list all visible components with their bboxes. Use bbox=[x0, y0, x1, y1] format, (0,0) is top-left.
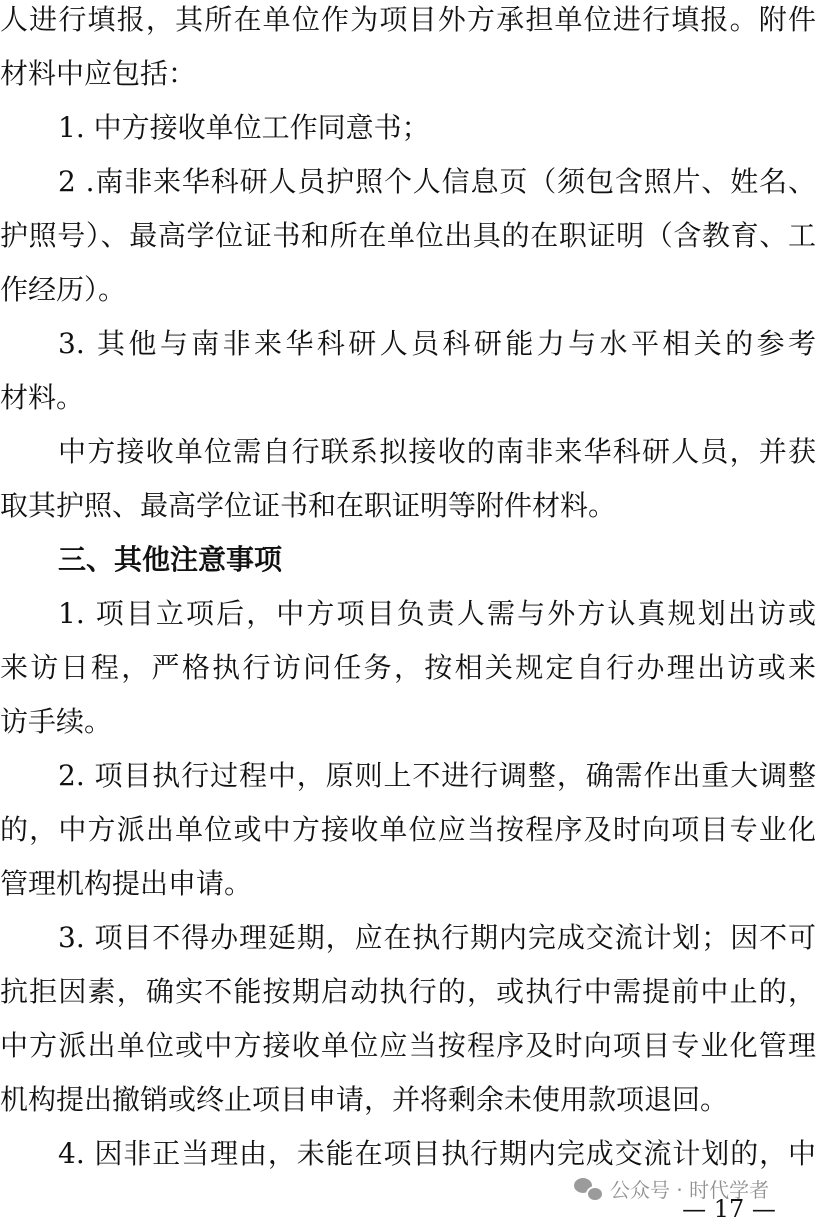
wechat-icon bbox=[574, 1176, 602, 1200]
notice-4-line-1: 4. 因非正当理由，未能在项目执行期内完成交流计划的，中 bbox=[58, 1137, 816, 1170]
list-item-3-line-2: 材料。 bbox=[0, 381, 85, 414]
list-item-2-line-1: 2 .南非来华科研人员护照个人信息页（须包含照片、姓名、 bbox=[58, 165, 816, 198]
body-line-1: 人进行填报，其所在单位作为项目外方承担单位进行填报。附件 bbox=[0, 3, 816, 36]
paragraph-line-2: 取其护照、最高学位证书和在职证明等附件材料。 bbox=[0, 489, 617, 522]
page-number: — 17 — bbox=[682, 1195, 776, 1223]
notice-2-line-2: 的，中方派出单位或中方接收单位应当按程序及时向项目专业化 bbox=[0, 813, 816, 846]
wechat-icon-small-bubble bbox=[586, 1186, 604, 1202]
notice-1-line-3: 访手续。 bbox=[0, 705, 113, 738]
list-item-2-line-2: 护照号）、最高学位证书和所在单位出具的在职证明（含教育、工 bbox=[0, 219, 816, 252]
paragraph-line-1: 中方接收单位需自行联系拟接收的南非来华科研人员，并获 bbox=[58, 435, 816, 468]
notice-3-line-3: 中方派出单位或中方接收单位应当按程序及时向项目专业化管理 bbox=[0, 1029, 816, 1062]
notice-1-line-1: 1. 项目立项后，中方项目负责人需与外方认真规划出访或 bbox=[58, 597, 816, 630]
notice-2-line-3: 管理机构提出申请。 bbox=[0, 867, 253, 900]
section-heading: 三、其他注意事项 bbox=[58, 543, 283, 576]
notice-3-line-1: 3. 项目不得办理延期，应在执行期内完成交流计划；因不可 bbox=[58, 921, 816, 954]
notice-3-line-4: 机构提出撤销或终止项目申请，并将剩余未使用款项退回。 bbox=[0, 1083, 729, 1116]
watermark-text: 公众号 · 时代学者 bbox=[610, 1177, 770, 1202]
body-line-2: 材料中应包括： bbox=[0, 57, 197, 90]
notice-3-line-2: 抗拒因素，确实不能按期启动执行的，或执行中需提前中止的， bbox=[0, 975, 816, 1008]
notice-2-line-1: 2. 项目执行过程中，原则上不进行调整，确需作出重大调整 bbox=[58, 759, 816, 792]
list-item-3-line-1: 3. 其他与南非来华科研人员科研能力与水平相关的参考 bbox=[58, 327, 816, 360]
list-item-1: 1. 中方接收单位工作同意书； bbox=[58, 111, 430, 144]
notice-1-line-2: 来访日程，严格执行访问任务，按相关规定自行办理出访或来 bbox=[0, 651, 816, 684]
list-item-2-line-3: 作经历）。 bbox=[0, 273, 127, 306]
